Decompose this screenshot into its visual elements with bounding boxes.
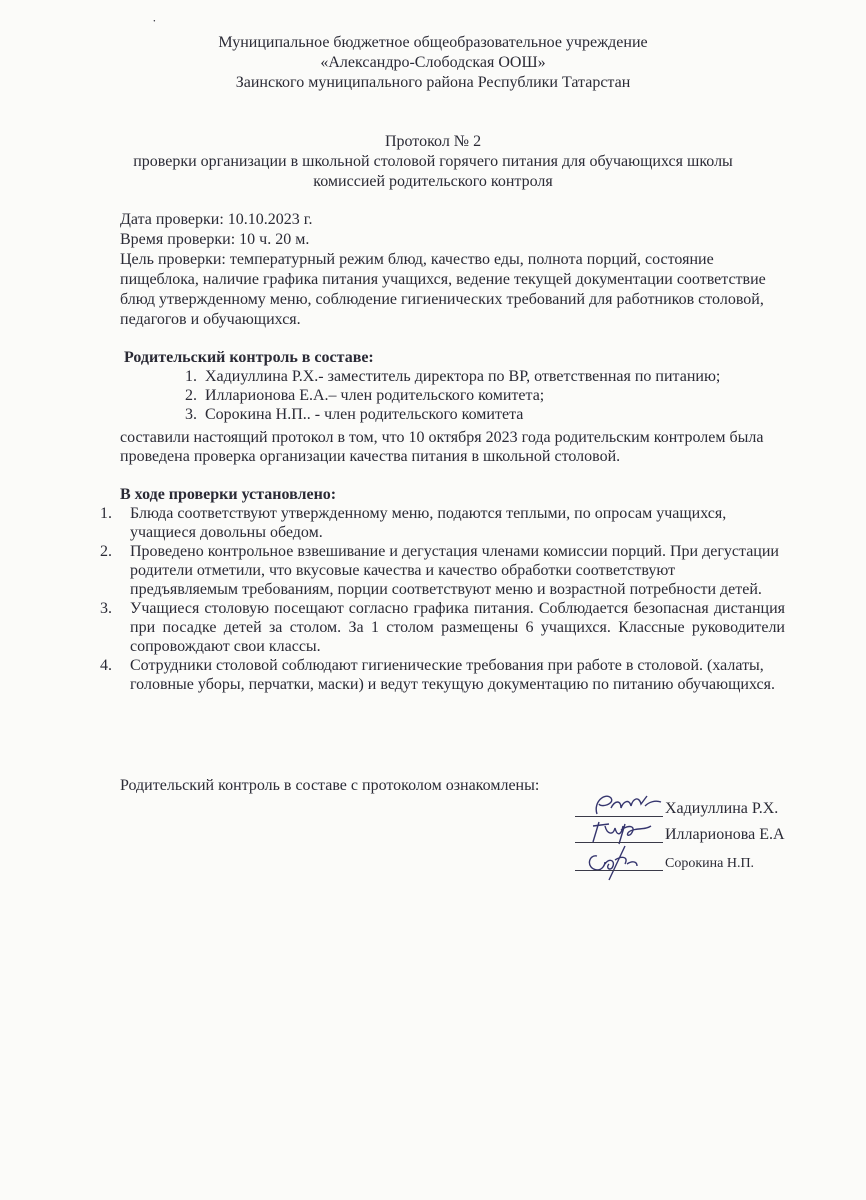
list-item	[100, 656, 785, 694]
list-item	[185, 367, 785, 386]
member-text: Сорокина Н.П.. - член родительского комитета	[205, 406, 524, 423]
signatory-name: Хадиуллина Р.Х.	[665, 800, 779, 817]
findings-list	[100, 504, 785, 694]
signatory-name: Илларионова Е.А	[665, 826, 785, 843]
composition-conclusion: составили настоящий протокол в том, что 10 октября 2023 года родительским контролем была проведена проверка организации качества питания в школьной столовой.	[120, 429, 764, 465]
item-number: 4.	[100, 657, 112, 674]
acknowledgement-text: Родительский контроль в составе с протоколом ознакомлены:	[120, 777, 540, 794]
findings-heading: В ходе проверки установлено:	[120, 486, 337, 503]
finding-text: Проведено контрольное взвешивание и дегустация членами комиссии порций. При дегустации родители отметили, что вкусовые качества и качество обработки соответствуют предъявляемым требованиям, порции соответствуют меню и возрастной потребности детей.	[130, 543, 779, 598]
composition-heading: Родительский контроль в составе:	[124, 349, 374, 366]
org-line-3: Заинского муниципального района Республики Татарстан	[235, 74, 631, 91]
protocol-subtitle-2: комиссией родительского контроля	[313, 173, 553, 190]
item-number: 2.	[185, 387, 197, 404]
organization-header	[0, 33, 866, 93]
signature-line	[575, 870, 663, 871]
item-number: 1.	[100, 505, 112, 522]
signatory-name: Сорокина Н.П.	[665, 856, 755, 871]
org-line-2: «Александро-Слободская ООШ»	[320, 54, 546, 71]
finding-text: Блюда соответствуют утвержденному меню, подаются теплыми, по опросам учащихся, учащиеся довольны обедом.	[130, 505, 727, 541]
finding-text: Учащиеся столовую посещают согласно графика питания. Соблюдается безопасная дистанция при посадке детей за столом. За 1 столом размещены 6 учащихся. Классные руководители сопровождают свои классы.	[130, 600, 785, 655]
item-number: 3.	[185, 406, 197, 423]
list-item	[100, 504, 785, 542]
org-line-1: Муниципальное бюджетное общеобразовательное учреждение	[218, 34, 648, 51]
list-item	[100, 599, 785, 656]
protocol-number: Протокол № 2	[384, 133, 482, 150]
signature-row	[575, 848, 835, 874]
scan-mark: ˙	[152, 18, 157, 33]
member-text: Хадиуллина Р.Х.- заместитель директора по ВР, ответственная по питанию;	[205, 368, 721, 385]
item-number: 3.	[100, 600, 112, 617]
handwritten-signature-3	[575, 842, 670, 882]
document-title	[0, 132, 866, 192]
inspection-meta	[120, 210, 780, 330]
list-item	[100, 542, 785, 599]
inspection-purpose: Цель проверки: температурный режим блюд, качество еды, полнота порций, состояние пищеблока, наличие графика питания учащихся, ведение текущей документации соответствие блюд утвержденному меню, соблюдение гигиенических требований для работников столовой, педагогов и обучающихся.	[120, 251, 766, 328]
list-item	[185, 386, 785, 405]
list-item	[185, 405, 785, 424]
composition-list	[185, 367, 785, 424]
inspection-date: Дата проверки: 10.10.2023 г.	[120, 211, 313, 228]
item-number: 1.	[185, 368, 197, 385]
item-number: 2.	[100, 543, 112, 560]
finding-text: Сотрудники столовой соблюдают гигиенические требования при работе в столовой. (халаты, головные уборы, перчатки, маски) и ведут текущую документацию по питанию обучающихся.	[130, 657, 775, 693]
member-text: Илларионова Е.А.– член родительского комитета;	[205, 387, 545, 404]
inspection-time: Время проверки: 10 ч. 20 м.	[120, 231, 310, 248]
protocol-subtitle-1: проверки организации в школьной столовой горячего питания для обучающихся школы	[133, 153, 733, 170]
